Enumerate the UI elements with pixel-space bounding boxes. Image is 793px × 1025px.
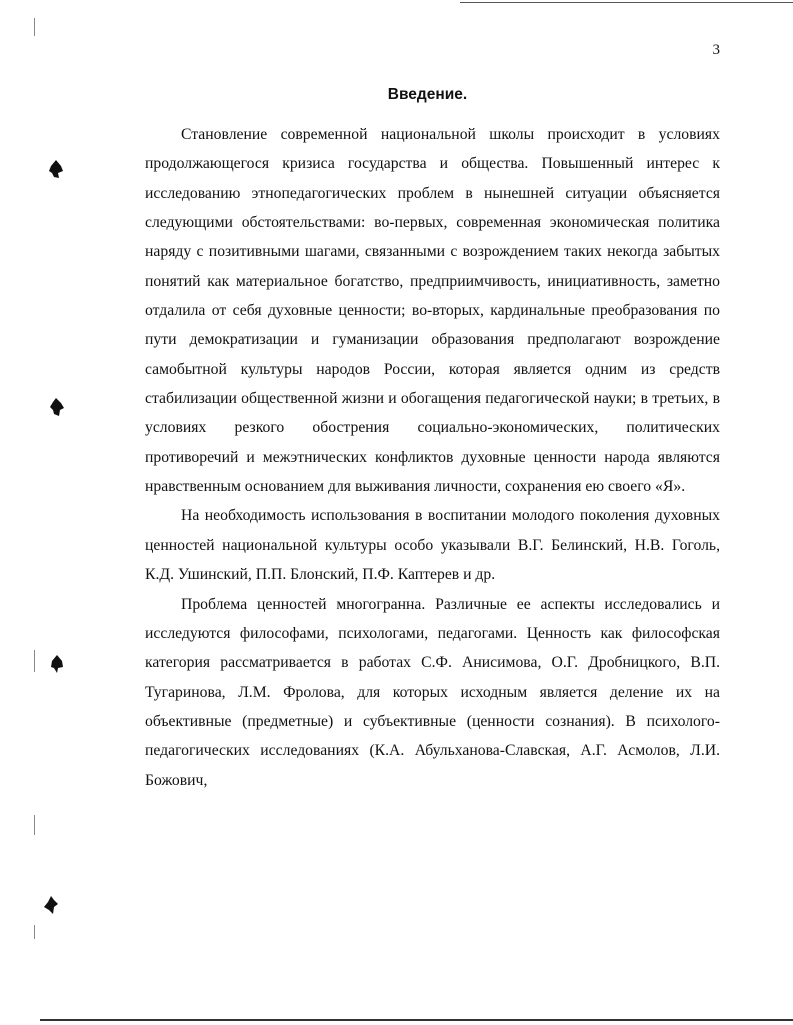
scan-edge-tick: [34, 18, 35, 36]
page-title: Введение.: [387, 86, 468, 103]
binder-hole-mark-4: [44, 896, 58, 914]
binder-hole-mark-2: [50, 398, 64, 416]
paragraph-1: Становление современной национальной школы происходит в условиях продолжающегося кризиса государства и общества. Повышенный интерес к исследованию этнопедагогических проблем в нынешней ситуации объясняется следующими обстоятельствами: во-первых, современная экономическая политика наряду с позитивными шагами, связанными с возрождением таких некогда забытых понятий как материальное богатство, предприимчивость, инициативность, заметно отдалила от себя духовные ценности; во-вторых, кардинальные преобразования по пути демократизации и гуманизации образования предполагают возрождение самобытной культуры народов России, которая является одним из средств стабилизации общественной жизни и обогащения педагогической науки; в третьих, в условиях резкого обострения социально-экономических, политических противоречий и межэтнических конфликтов духовные ценности народа являются нравственным основанием для выживания личности, сохранения ею своего «Я».: [145, 126, 720, 496]
scan-edge-tick: [34, 650, 35, 672]
binder-hole-mark-1: [49, 160, 63, 178]
binder-hole-mark-3: [50, 655, 64, 673]
scan-edge-tick: [34, 925, 35, 939]
body-text: [145, 120, 720, 795]
scan-edge-tick: [34, 815, 35, 835]
page-number: 3: [712, 42, 720, 58]
paragraph-2: На необходимость использования в воспитании молодого поколения духовных ценностей национальной культуры особо указывали В.Г. Белинский, Н.В. Гоголь, К.Д. Ушинский, П.П. Блонский, П.Ф. Каптерев и др.: [145, 507, 720, 584]
scan-edge-top: [460, 2, 793, 3]
scan-edge-bottom: [40, 1019, 793, 1021]
paragraph-3: Проблема ценностей многогранна. Различные ее аспекты исследовались и исследуются философами, психологами, педагогами. Ценность как философская категория рассматривается в работах С.Ф. Анисимова, О.Г. Дробницкого, В.П. Тугаринова, Л.М. Фролова, для которых исходным является деление их на объективные (предметные) и субъективные (ценности сознания). В психолого-педагогических исследованиях (К.А. Абульханова-Славская, А.Г. Асмолов, Л.И. Божович,: [145, 595, 720, 789]
